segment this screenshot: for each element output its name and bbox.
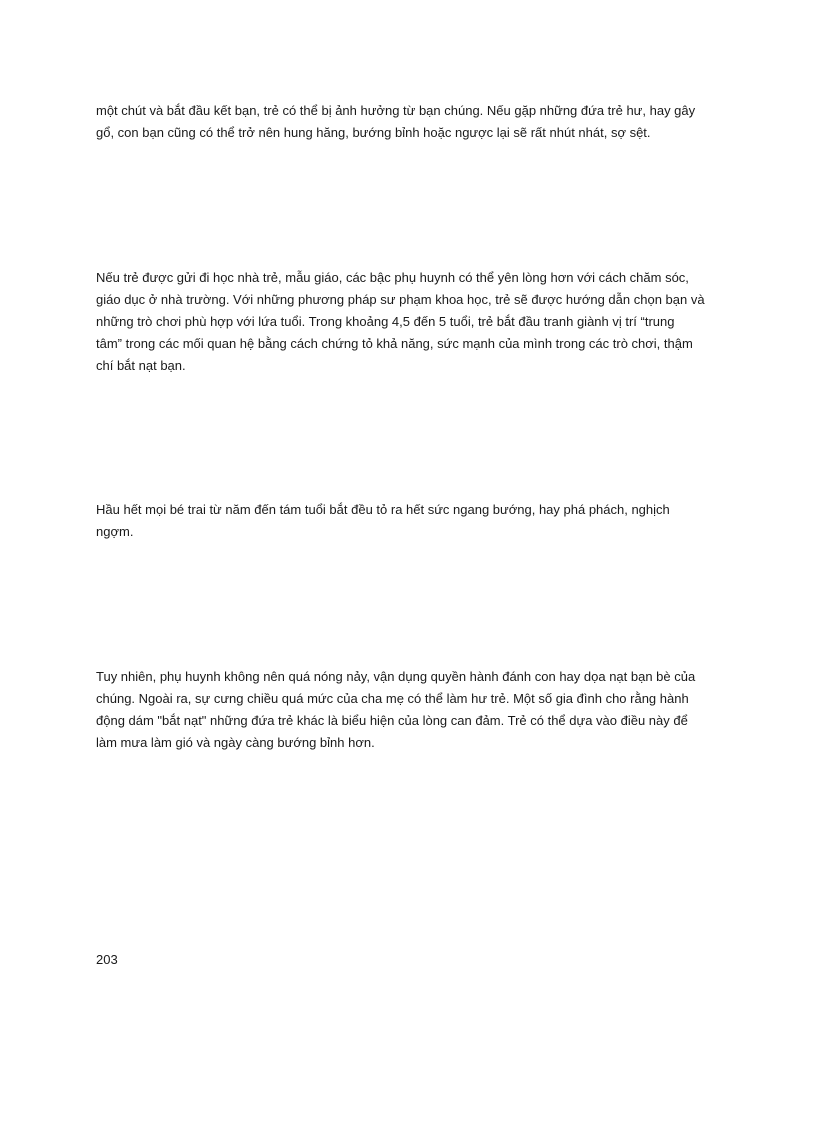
paragraph-boys-behavior <box>96 499 722 543</box>
paragraph-parent-advice <box>96 666 722 754</box>
text-line: những trò chơi phù hợp với lứa tuổi. Trong khoảng 4,5 đến 5 tuổi, trẻ bắt đầu tranh giành vị trí “trung <box>96 314 675 329</box>
text-line: gổ, con bạn cũng có thể trở nên hung hăng, bướng bỉnh hoặc ngược lại sẽ rất nhút nhát, sợ sệt. <box>96 125 651 140</box>
page-number: 203 <box>96 952 118 967</box>
paragraph-making-friends <box>96 100 722 144</box>
text-line: chúng. Ngoài ra, sự cưng chiều quá mức của cha mẹ có thể làm hư trẻ. Một số gia đình cho rằng hành <box>96 691 689 706</box>
paragraph-kindergarten <box>96 267 722 377</box>
text-line: tâm” trong các mối quan hệ bằng cách chứng tỏ khả năng, sức mạnh của mình trong các trò chơi, thậm <box>96 336 693 351</box>
text-line: động dám "bắt nạt" những đứa trẻ khác là biểu hiện của lòng can đảm. Trẻ có thể dựa vào điều này để <box>96 713 688 728</box>
text-line: Nếu trẻ được gửi đi học nhà trẻ, mẫu giáo, các bậc phụ huynh có thể yên lòng hơn với cách chăm sóc, <box>96 270 689 285</box>
text-line: giáo dục ở nhà trường. Với những phương pháp sư phạm khoa học, trẻ sẽ được hướng dẫn chọn bạn và <box>96 292 705 307</box>
text-line: ngợm. <box>96 524 134 539</box>
text-line: một chút và bắt đầu kết bạn, trẻ có thể bị ảnh hưởng từ bạn chúng. Nếu gặp những đứa trẻ hư, hay gây <box>96 103 696 118</box>
text-line: chí bắt nạt bạn. <box>96 358 186 373</box>
text-line: Tuy nhiên, phụ huynh không nên quá nóng nảy, vận dụng quyền hành đánh con hay dọa nạt bạn bè của <box>96 669 696 684</box>
text-line: làm mưa làm gió và ngày càng bướng bỉnh hơn. <box>96 735 375 750</box>
text-line: Hầu hết mọi bé trai từ năm đến tám tuổi bắt đều tỏ ra hết sức ngang bướng, hay phá phách, nghịch <box>96 502 670 517</box>
